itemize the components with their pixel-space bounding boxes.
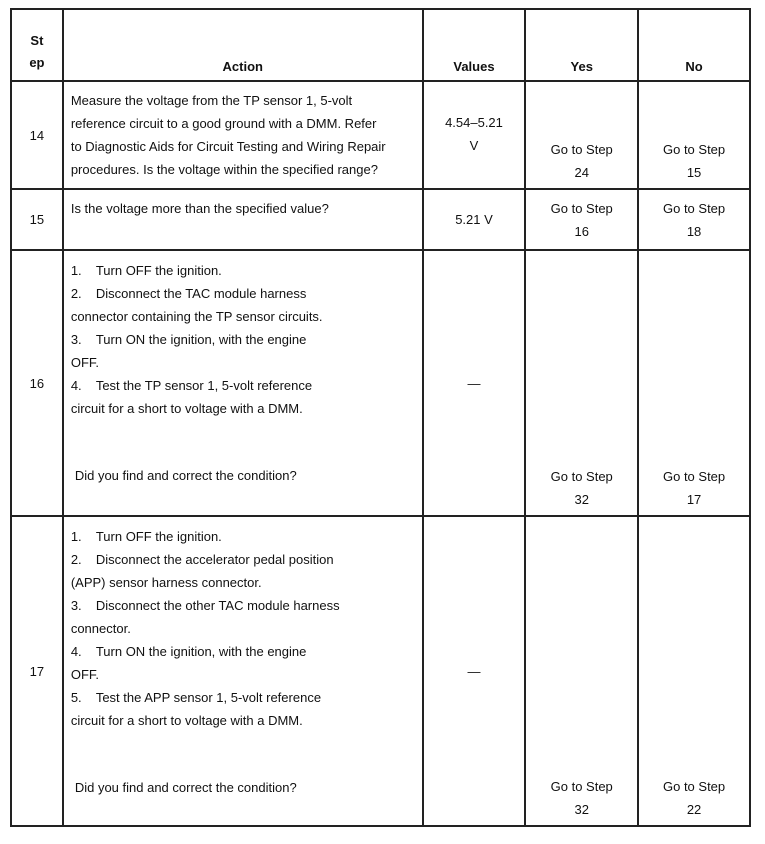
step-number: 15 (11, 189, 63, 250)
values-cell: — (423, 516, 526, 826)
goto-label: Go to Step (550, 779, 613, 794)
action-item-continued: connector. (70, 621, 131, 636)
goto-step-number: 24 (574, 165, 589, 180)
header-values: Values (423, 9, 526, 81)
action-item-continued: OFF. (70, 355, 99, 370)
action-item-continued: circuit for a short to voltage with a DMM. (70, 713, 303, 728)
table-row-step-15 (11, 189, 750, 250)
table-row-step-17 (11, 516, 750, 826)
yes-cell[interactable] (525, 250, 638, 516)
step-number: 17 (11, 516, 63, 826)
value-text: 4.54–5.21 (445, 115, 503, 130)
yes-cell[interactable] (525, 189, 638, 250)
value-unit: V (469, 138, 479, 153)
action-question: Did you find and correct the condition? (74, 780, 297, 795)
action-item: 1. Turn OFF the ignition. (70, 263, 222, 278)
yes-cell[interactable] (525, 81, 638, 189)
goto-label: Go to Step (662, 779, 726, 794)
goto-label: Go to Step (662, 469, 726, 484)
no-cell[interactable] (638, 516, 750, 826)
action-line: Is the voltage more than the specified value? (70, 201, 329, 216)
action-item: 3. Disconnect the other TAC module harness (70, 598, 340, 613)
action-item: 1. Turn OFF the ignition. (70, 529, 222, 544)
header-step: St ep (11, 9, 63, 81)
values-cell (423, 81, 526, 189)
no-cell[interactable] (638, 81, 750, 189)
action-line: reference circuit to a good ground with a DMM. Refer (70, 116, 377, 131)
header-yes: Yes (525, 9, 638, 81)
goto-step-number: 16 (574, 223, 589, 239)
step-number: 16 (11, 250, 63, 516)
action-item-continued: connector containing the TP sensor circuits. (70, 309, 323, 324)
no-cell[interactable] (638, 189, 750, 250)
action-item: 2. Disconnect the accelerator pedal position (70, 552, 334, 567)
goto-step-number: 32 (574, 802, 589, 817)
yes-cell[interactable] (525, 516, 638, 826)
action-cell (63, 250, 423, 516)
header-row (11, 9, 750, 81)
values-cell: 5.21 V (423, 189, 526, 250)
action-line: Measure the voltage from the TP sensor 1, 5-volt (70, 93, 353, 108)
action-question: Did you find and correct the condition? (74, 468, 297, 483)
action-item-continued: (APP) sensor harness connector. (70, 575, 262, 590)
table-row-step-16 (11, 250, 750, 516)
action-item: 5. Test the APP sensor 1, 5-volt reference (70, 690, 322, 705)
header-no: No (638, 9, 750, 81)
action-cell (63, 516, 423, 826)
header-action: Action (63, 9, 423, 81)
action-line: procedures. Is the voltage within the specified range? (70, 162, 378, 177)
goto-step-number: 15 (686, 165, 702, 180)
table-row-step-14 (11, 81, 750, 189)
action-cell (63, 81, 423, 189)
goto-label: Go to Step (550, 200, 613, 216)
goto-step-number: 18 (686, 223, 702, 239)
goto-step-number: 22 (686, 802, 702, 817)
action-item: 4. Test the TP sensor 1, 5-volt reference (70, 378, 313, 393)
goto-label: Go to Step (550, 142, 613, 157)
action-item-continued: circuit for a short to voltage with a DMM. (70, 401, 303, 416)
action-item: 4. Turn ON the ignition, with the engine (70, 644, 307, 659)
step-number: 14 (11, 81, 63, 189)
action-line: to Diagnostic Aids for Circuit Testing and Wiring Repair (70, 139, 386, 154)
goto-step-number: 32 (574, 492, 589, 507)
goto-label: Go to Step (662, 142, 726, 157)
no-cell[interactable] (638, 250, 750, 516)
action-cell (63, 189, 423, 250)
goto-label: Go to Step (550, 469, 613, 484)
values-cell: — (423, 250, 526, 516)
action-item-continued: OFF. (70, 667, 99, 682)
diagnostic-table (10, 8, 751, 827)
action-item: 3. Turn ON the ignition, with the engine (70, 332, 307, 347)
action-item: 2. Disconnect the TAC module harness (70, 286, 307, 301)
goto-step-number: 17 (686, 492, 702, 507)
goto-label: Go to Step (662, 200, 726, 216)
